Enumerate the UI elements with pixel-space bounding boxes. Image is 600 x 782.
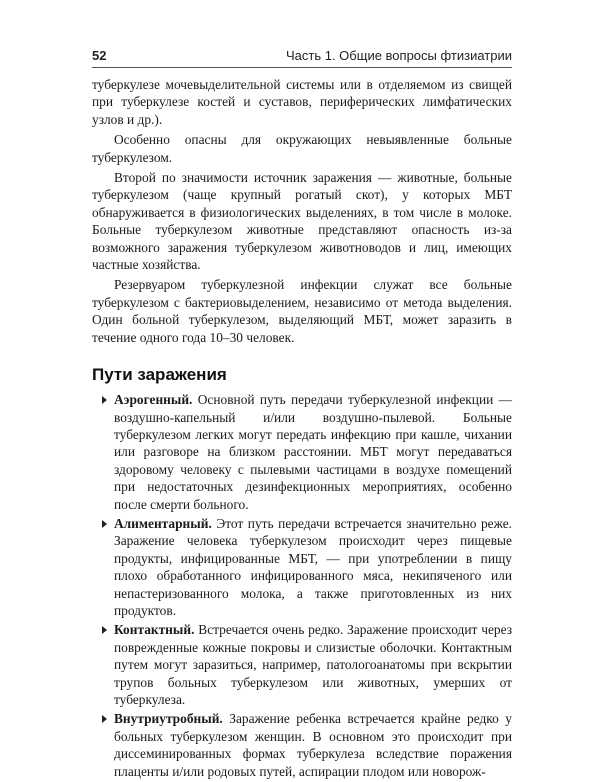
running-title: Часть 1. Общие вопросы фтизиатрии — [286, 48, 512, 63]
item-term: Внутриутробный. — [114, 711, 223, 727]
item-term: Аэрогенный. — [114, 392, 193, 408]
triangle-bullet-icon — [102, 715, 107, 723]
paragraph: Особенно опасны для окружающих невыявленные больные туберкулезом. — [92, 132, 512, 165]
section-heading: Пути заражения — [92, 365, 227, 385]
triangle-bullet-icon — [102, 396, 107, 404]
item-text: Этот путь передачи встречается значительно реже. Заражение человека туберкулезом происходит через пищевые продукты, инфицированные МБТ, — при употреблении в пищу плохо обработанного инфицированного мяса, некипяченого или непастеризованного молока, а также приготовленных из них продуктов. — [114, 515, 512, 618]
list-item — [92, 391, 512, 513]
page-header — [92, 46, 512, 66]
item-text: Заражение ребенка встречается крайне редко у больных туберкулезом женщин. В основном это происходит при диссеминированных формах туберкулеза вследствие поражения плаценты и/или родовых путей, аспирации плодом или новорож- — [114, 711, 512, 779]
triangle-bullet-icon — [102, 520, 107, 528]
item-text: Встречается очень редко. Заражение происходит через поврежденные кожные покровы и слизистые оболочки. Контактным путем могут заразиться, например, патологоанатомы при вскрытии трупов больных туберкулезом или животных, умерших от туберкулеза. — [114, 622, 512, 707]
page-body — [92, 76, 512, 782]
paragraph: туберкулезе мочевыделительной системы или в отделяемом из свищей при туберкулезе костей и суставов, периферических лимфатических узлов и др.). — [92, 77, 512, 127]
list-item — [92, 621, 512, 708]
item-term: Контактный. — [114, 622, 195, 638]
item-term: Алиментарный. — [114, 515, 212, 531]
bullet-list — [92, 391, 512, 780]
list-item — [92, 515, 512, 619]
page-number: 52 — [92, 48, 107, 63]
header-rule — [92, 67, 512, 68]
paragraph: Резервуаром туберкулезной инфекции служат все больные туберкулезом с бактериовыделением, независимо от метода выделения. Один больной туберкулезом, выделяющий МБТ, может заразить в течение одного года 10–30 человек. — [92, 277, 512, 345]
paragraph: Второй по значимости источник заражения — животные, больные туберкулезом (чаще крупный рогатый скот), у которых МБТ обнаруживается в физиологических выделениях, в том числе в молоке. Больные туберкулезом животные представляют опасность из-за возможного заражения туберкулезом животноводов и лиц, имеющих частные хозяйства. — [92, 170, 512, 273]
item-text: Основной путь передачи туберкулезной инфекции — воздушно-капельный и/или воздушно-пылевой. Больные туберкулезом легких могут передать инфекцию при кашле, чихании или разговоре на близком расстоянии. МБТ могут передаваться здоровому человеку с пылевыми частицами в воздухе помещений при недостаточных дезинфекционных мероприятиях, особенно после смерти больного. — [114, 392, 512, 512]
list-item — [92, 710, 512, 780]
triangle-bullet-icon — [102, 626, 107, 634]
